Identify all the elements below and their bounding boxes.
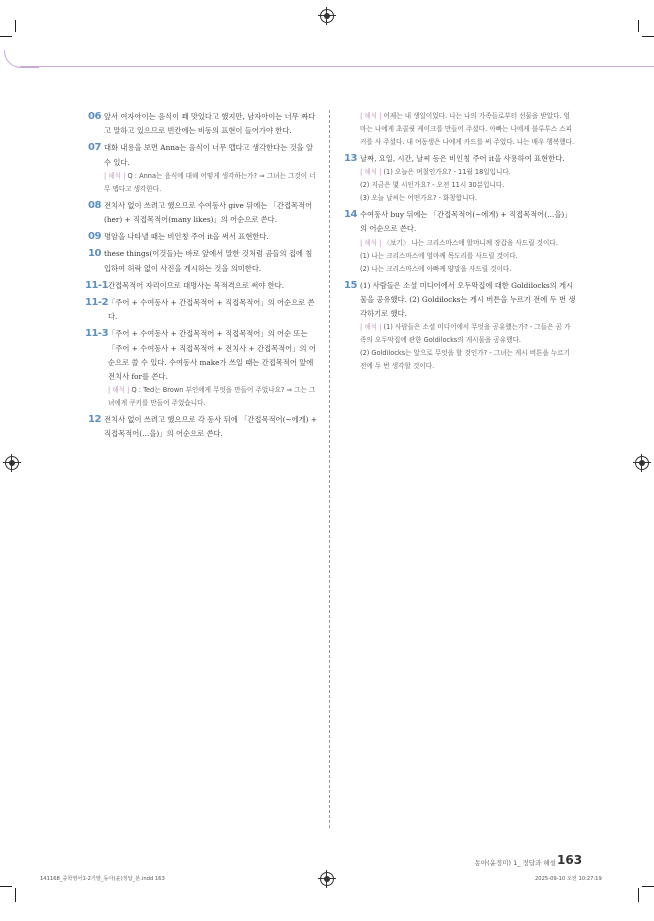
crop-mark: [638, 888, 639, 902]
item-text: 앞서 여자아이는 음식이 꽤 맛있다고 했지만, 남자아이는 너무 짜다고 말하고 있으므로 빈칸에는 비동의 표현이 들어가야 한다.: [104, 112, 316, 136]
item-number: 09: [88, 231, 101, 243]
item-text: (1) 사람들은 소셜 미디어에서 오두막집에 대한 Goldilocks의 게시물을 공유했다. (2) Goldilocks는 게시 버튼을 누르기 전에 두 번 생각하기로 했다.: [360, 280, 576, 319]
translation: | 해석 | 〈보기〉 나는 크리스마스에 할머니께 장갑을 사드릴 것이다.: [360, 238, 558, 247]
translation-line: (3) 오늘 날씨는 어떤가요? - 화창합니다.: [360, 194, 477, 203]
crop-mark: [642, 36, 654, 37]
column-divider: [329, 110, 330, 828]
translation: | 해석 | (1) 오늘은 며칠인가요? - 11월 18일입니다.: [360, 168, 511, 177]
answer-item-14: [344, 208, 576, 275]
translation-line: (2) 지금은 몇 시인가요? - 오전 11시 30분입니다.: [360, 181, 505, 190]
item-text: 간접목적어 자리이므로 대명사는 목적격으로 써야 한다.: [108, 280, 285, 290]
answer-item-11-2: [85, 296, 318, 324]
registration-mark-icon: [635, 456, 649, 470]
item-number: 11-1: [85, 279, 109, 291]
translation: | 해석 | (1) 사람들은 소셜 미디어에서 무엇을 공유했는가? - 그들은 곰 가족의 오두막집에 관한 Goldilocks의 게시물을 공유했다.: [360, 323, 571, 345]
item-number: 08: [88, 199, 101, 211]
left-column: [85, 110, 318, 445]
crop-mark: [0, 886, 12, 887]
crop-mark: [0, 36, 12, 37]
translation-line: (2) Goldilocks는 앞으로 무엇을 할 것인가? - 그녀는 게시 버튼을 누르기 전에 두 번 생각할 것이다.: [360, 349, 571, 371]
item-number: 15: [344, 279, 357, 291]
crop-mark: [15, 888, 16, 902]
registration-mark-icon: [320, 9, 334, 23]
answer-item-13: [344, 152, 576, 205]
item-text: 대화 내용을 보면 Anna는 음식이 너무 맵다고 생각한다는 것을 알 수 있다.: [104, 143, 314, 167]
translation-tag: | 해석 |: [360, 112, 382, 120]
answer-item-12: [88, 413, 318, 441]
item-number: 11-3: [85, 328, 109, 340]
translation-line: (2) 나는 크리스마스에 아빠께 양말을 사드릴 것이다.: [360, 264, 512, 273]
item-number: 07: [88, 142, 101, 154]
item-text: 전치사 없이 쓰려고 했으므로 각 동사 뒤에 「간접목적어(~에게) + 직접목적어(…을)」의 어순으로 쓴다.: [104, 415, 317, 439]
item-number: 14: [344, 209, 357, 221]
item-text: 명암을 나타낼 때는 비인칭 주어 it을 써서 표현한다.: [104, 232, 269, 242]
answer-item-06: [88, 110, 318, 138]
item-text: 「주어 + 수여동사 + 간접목적어 + 직접목적어」의 어순 또는 「주어 + 수여동사 + 직접목적어 + 전치사 + 간접목적어」의 어순으로 쓸 수 있다. 수여동사 make가 쓰일 때는 간접목적어 앞에 전치사 for를 쓴다.: [108, 329, 316, 382]
translation: | 해석 | Q : Ted는 Brown 부인에게 무엇을 만들어 주었나요? ⇒ 그는 그녀에게 쿠키를 만들어 주었습니다.: [108, 386, 316, 408]
item-number: 12: [88, 414, 101, 426]
item-number: 11-2: [85, 297, 109, 309]
translation: | 해석 | Q : Anna는 음식에 대해 어떻게 생각하는가? ⇒ 그녀는 그것이 너무 맵다고 생각한다.: [104, 171, 316, 193]
slug-filename: 141168_중학영어1-2기말_동아(윤)정답_본.indd 163: [40, 876, 165, 882]
translation-tag: | 해석 |: [108, 386, 130, 395]
answer-item-15: [344, 279, 576, 374]
crop-mark: [15, 20, 16, 32]
crop-mark: [638, 20, 639, 32]
header-rule: [20, 66, 654, 67]
item-text: these things(이것들)는 바로 앞에서 말한 것처럼 곰들의 집에 침입하여 허락 없이 사진을 게시하는 것을 의미한다.: [104, 249, 313, 273]
answer-item-09: [88, 230, 318, 244]
answer-item-11-3: [85, 327, 318, 410]
registration-mark-icon: [320, 872, 334, 886]
item-text: 날짜, 요일, 시간, 날씨 등은 비인칭 주어 it을 사용하여 표현한다.: [360, 154, 565, 163]
item-number: 13: [344, 153, 357, 164]
translation-tag: | 해석 |: [104, 171, 126, 180]
footer-title: 동아(윤정미) 1_ 정답과 해설: [474, 859, 556, 867]
translation-line: (1) 나는 크리스마스에 엄마께 목도리를 사드릴 것이다.: [360, 251, 518, 260]
answer-item-08: [88, 199, 318, 227]
answer-item-12-translation: [344, 110, 576, 149]
item-text: 수여동사 buy 뒤에는 「간접목적어(~에게) + 직접목적어(…을)」의 어순으로 쓴다.: [360, 210, 572, 234]
answer-item-10: [88, 247, 318, 275]
translation-tag: | 해석 |: [360, 168, 382, 177]
item-text: 「주어 + 수여동사 + 간접목적어 + 직접목적어」의 어순으로 쓴다.: [108, 298, 315, 322]
item-number: 06: [88, 111, 101, 122]
slug-timestamp: 2025-09-10 오전 10:27:19: [535, 876, 602, 882]
translation-tag: | 해석 |: [360, 238, 382, 247]
item-number: 10: [88, 248, 101, 260]
right-column: [344, 110, 576, 376]
translation-tag: | 해석 |: [360, 323, 382, 332]
answer-item-07: [88, 141, 318, 195]
crop-mark: [642, 886, 654, 887]
answer-item-11-1: [85, 279, 318, 293]
registration-mark-icon: [5, 456, 19, 470]
page-number: 163: [557, 853, 583, 867]
translation: | 해석 | 어제는 내 생일이었다. 나는 나의 가족들로부터 선물을 받았다. 엄마는 나에게 초콜릿 케이크를 만들어 주셨다. 아빠는 나에게 블루투스 스피커를 사 주셨다. 내 여동생은 나에게 카드를 써 주었다. 나는 매우 행복했다.: [360, 112, 575, 146]
item-text: 전치사 없이 쓰려고 했으므로 수여동사 give 뒤에는 「간접목적어(her) + 직접목적어(many likes)」의 어순으로 쓴다.: [104, 200, 313, 225]
